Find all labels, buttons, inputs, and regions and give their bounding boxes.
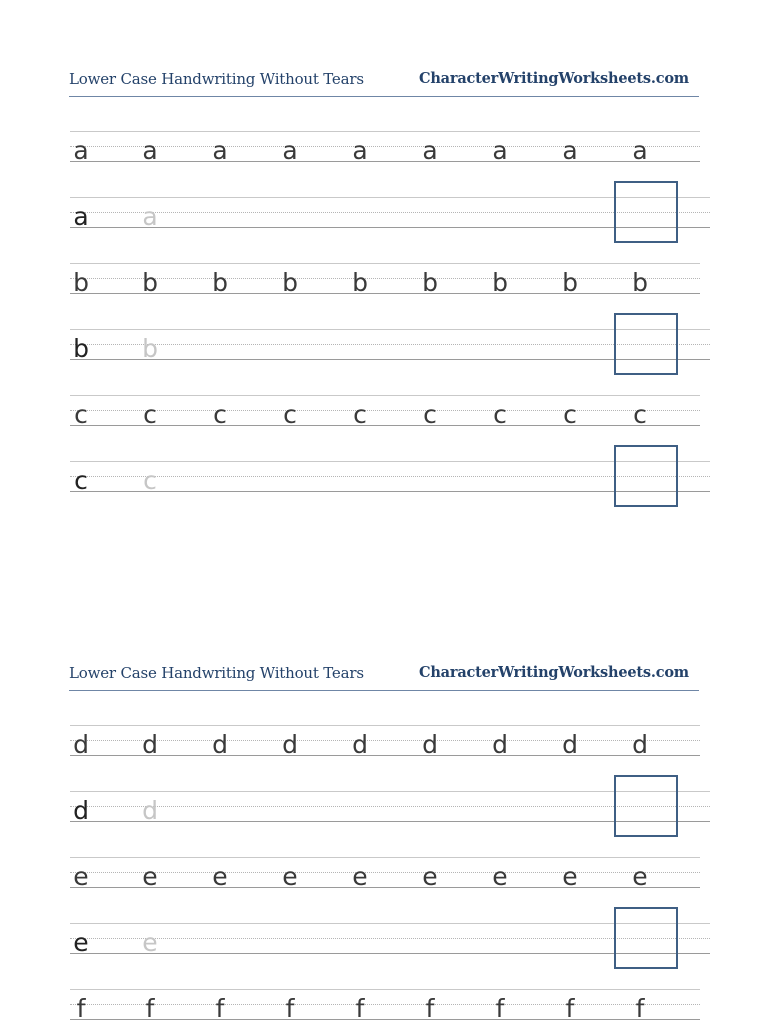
practice-letter: c bbox=[143, 400, 157, 429]
model-letter: a bbox=[73, 202, 89, 231]
practice-letter: e bbox=[422, 862, 438, 891]
practice-letter: b bbox=[492, 268, 508, 297]
model-letter: e bbox=[73, 928, 89, 957]
practice-letter: a bbox=[492, 136, 508, 165]
practice-letter: f bbox=[635, 994, 645, 1023]
practice-letter: b bbox=[422, 268, 438, 297]
practice-letter: b bbox=[142, 268, 158, 297]
trace-letter: d bbox=[142, 796, 158, 825]
practice-row-b bbox=[0, 263, 768, 297]
trace-letter: e bbox=[142, 928, 158, 957]
practice-letter: a bbox=[212, 136, 228, 165]
practice-letter: d bbox=[282, 730, 298, 759]
guide-line-top bbox=[70, 263, 700, 264]
practice-letter: f bbox=[565, 994, 575, 1023]
practice-letter: d bbox=[73, 730, 89, 759]
guide-line-top bbox=[70, 395, 700, 396]
trace-letter: a bbox=[142, 202, 158, 231]
practice-letter: b bbox=[352, 268, 368, 297]
sheet-title: Lower Case Handwriting Without Tears bbox=[69, 664, 364, 682]
guide-line-base bbox=[70, 161, 700, 162]
answer-box[interactable] bbox=[614, 181, 678, 243]
guide-line-top bbox=[70, 857, 700, 858]
practice-row-d bbox=[0, 725, 768, 759]
sheet-header bbox=[69, 664, 699, 691]
writing-row-a bbox=[0, 197, 768, 231]
practice-letter: a bbox=[422, 136, 438, 165]
practice-letter: b bbox=[562, 268, 578, 297]
practice-letter: b bbox=[632, 268, 648, 297]
guide-line-mid bbox=[70, 146, 700, 147]
answer-box[interactable] bbox=[614, 445, 678, 507]
answer-box[interactable] bbox=[614, 907, 678, 969]
guide-line-top bbox=[70, 131, 700, 132]
practice-letter: e bbox=[632, 862, 648, 891]
practice-letter: a bbox=[352, 136, 368, 165]
practice-letter: d bbox=[632, 730, 648, 759]
guide-line-mid bbox=[70, 278, 700, 279]
writing-row-e bbox=[0, 923, 768, 957]
practice-letter: e bbox=[212, 862, 228, 891]
site-name: CharacterWritingWorksheets.com bbox=[419, 70, 689, 87]
writing-row-b bbox=[0, 329, 768, 363]
guide-line-mid bbox=[70, 410, 700, 411]
sheet-title: Lower Case Handwriting Without Tears bbox=[69, 70, 364, 88]
practice-letter: b bbox=[73, 268, 89, 297]
practice-letter: e bbox=[73, 862, 89, 891]
practice-letter: d bbox=[212, 730, 228, 759]
practice-letter: c bbox=[283, 400, 297, 429]
answer-box[interactable] bbox=[614, 775, 678, 837]
practice-letter: f bbox=[425, 994, 435, 1023]
practice-letter: c bbox=[353, 400, 367, 429]
practice-letter: a bbox=[562, 136, 578, 165]
practice-letter: b bbox=[212, 268, 228, 297]
practice-letter: a bbox=[632, 136, 648, 165]
practice-letter: f bbox=[285, 994, 295, 1023]
practice-letter: c bbox=[423, 400, 437, 429]
practice-letter: f bbox=[355, 994, 365, 1023]
guide-line-mid bbox=[70, 740, 700, 741]
model-letter: b bbox=[73, 334, 89, 363]
trace-letter: c bbox=[143, 466, 157, 495]
practice-letter: a bbox=[282, 136, 298, 165]
practice-row-e bbox=[0, 857, 768, 891]
practice-letter: c bbox=[213, 400, 227, 429]
trace-letter: b bbox=[142, 334, 158, 363]
site-name: CharacterWritingWorksheets.com bbox=[419, 664, 689, 681]
practice-letter: c bbox=[563, 400, 577, 429]
practice-letter: d bbox=[492, 730, 508, 759]
model-letter: c bbox=[74, 466, 88, 495]
practice-letter: f bbox=[145, 994, 155, 1023]
practice-letter: f bbox=[495, 994, 505, 1023]
practice-letter: e bbox=[352, 862, 368, 891]
practice-row-c bbox=[0, 395, 768, 429]
sheet-header bbox=[69, 70, 699, 97]
guide-line-top bbox=[70, 725, 700, 726]
practice-letter: d bbox=[422, 730, 438, 759]
guide-line-top bbox=[70, 989, 700, 990]
practice-letter: a bbox=[142, 136, 158, 165]
practice-letter: d bbox=[352, 730, 368, 759]
practice-letter: e bbox=[562, 862, 578, 891]
practice-letter: e bbox=[142, 862, 158, 891]
practice-letter: a bbox=[73, 136, 89, 165]
practice-letter: d bbox=[142, 730, 158, 759]
guide-line-base bbox=[70, 755, 700, 756]
practice-letter: f bbox=[76, 994, 86, 1023]
guide-line-base bbox=[70, 425, 700, 426]
practice-letter: c bbox=[633, 400, 647, 429]
guide-line-base bbox=[70, 1019, 700, 1020]
practice-row-a bbox=[0, 131, 768, 165]
answer-box[interactable] bbox=[614, 313, 678, 375]
practice-letter: d bbox=[562, 730, 578, 759]
practice-row-f bbox=[0, 989, 768, 1023]
practice-letter: c bbox=[493, 400, 507, 429]
guide-line-base bbox=[70, 887, 700, 888]
practice-letter: e bbox=[492, 862, 508, 891]
guide-line-mid bbox=[70, 1004, 700, 1005]
practice-letter: f bbox=[215, 994, 225, 1023]
practice-letter: e bbox=[282, 862, 298, 891]
practice-letter: b bbox=[282, 268, 298, 297]
guide-line-base bbox=[70, 293, 700, 294]
writing-row-d bbox=[0, 791, 768, 825]
model-letter: d bbox=[73, 796, 89, 825]
practice-letter: c bbox=[74, 400, 88, 429]
guide-line-mid bbox=[70, 872, 700, 873]
writing-row-c bbox=[0, 461, 768, 495]
